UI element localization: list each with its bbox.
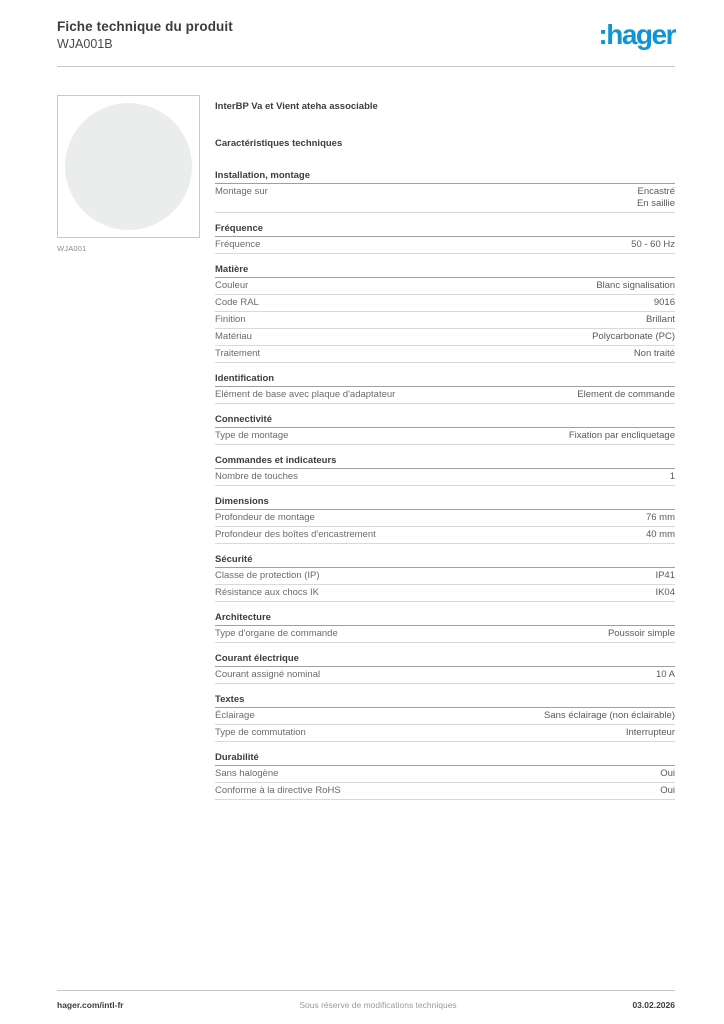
section-rows	[215, 428, 675, 445]
spec-row	[215, 278, 675, 295]
spec-values	[631, 239, 675, 251]
spec-section	[215, 653, 675, 684]
spec-value: Interrupteur	[625, 726, 675, 738]
footer-date: 03.02.2026	[632, 1000, 675, 1010]
spec-values	[592, 331, 675, 343]
spec-section	[215, 373, 675, 404]
section-heading: Durabilité	[215, 752, 675, 766]
spec-section	[215, 455, 675, 486]
spec-values	[569, 430, 675, 442]
main-content	[57, 95, 675, 810]
spec-label: Courant assigné nominal	[215, 668, 321, 680]
spec-value: Element de commande	[577, 388, 675, 400]
spec-label: Montage sur	[215, 186, 268, 197]
section-rows	[215, 708, 675, 742]
spec-value: 50 - 60 Hz	[631, 238, 675, 250]
spec-section	[215, 496, 675, 544]
spec-row	[215, 585, 675, 602]
spec-value: Brillant	[645, 313, 675, 325]
spec-row	[215, 237, 675, 254]
section-heading: Textes	[215, 694, 675, 708]
spec-value: Blanc signalisation	[596, 279, 675, 291]
spec-value: IP41	[655, 569, 675, 581]
section-rows	[215, 387, 675, 404]
spec-label: Code RAL	[215, 296, 259, 308]
spec-values	[596, 280, 675, 292]
spec-label: Sans halogène	[215, 767, 279, 779]
spec-value: 1	[669, 470, 675, 482]
spec-row	[215, 626, 675, 643]
spec-column	[215, 95, 675, 810]
product-code: WJA001B	[57, 37, 113, 51]
spec-values	[646, 529, 675, 541]
spec-values	[670, 471, 675, 483]
spec-section	[215, 223, 675, 254]
spec-label: Traitement	[215, 347, 261, 359]
product-image-caption: WJA001	[57, 244, 87, 253]
spec-value: Encastré	[637, 186, 675, 197]
spec-label: Éclairage	[215, 709, 255, 721]
spec-values	[654, 297, 675, 309]
section-rows	[215, 626, 675, 643]
footer-url: hager.com/intl-fr	[57, 1000, 124, 1010]
spec-row	[215, 428, 675, 445]
spec-value: Oui	[660, 767, 675, 779]
spec-values	[655, 587, 675, 599]
spec-section	[215, 554, 675, 602]
hager-logo: :hager	[598, 19, 675, 50]
header	[57, 18, 675, 52]
spec-values	[655, 570, 675, 582]
spec-label: Résistance aux chocs IK	[215, 586, 320, 598]
section-heading: Dimensions	[215, 496, 675, 510]
spec-row	[215, 766, 675, 783]
spec-value: 10 A	[655, 668, 675, 680]
spec-section	[215, 264, 675, 363]
header-titles	[57, 18, 233, 52]
spec-row	[215, 346, 675, 363]
footer	[57, 990, 675, 1010]
spec-section	[215, 170, 675, 213]
spec-values	[608, 628, 675, 640]
section-rows	[215, 568, 675, 602]
spec-row	[215, 329, 675, 346]
spec-value: 40 mm	[645, 528, 675, 540]
spec-values	[646, 314, 675, 326]
section-heading: Matière	[215, 264, 675, 278]
spec-row	[215, 510, 675, 527]
spec-sections	[215, 170, 675, 800]
spec-row	[215, 184, 675, 213]
section-rows	[215, 278, 675, 363]
spec-values	[656, 669, 675, 681]
spec-values	[634, 348, 675, 360]
spec-value: IK04	[655, 586, 675, 598]
spec-label: Fréquence	[215, 238, 261, 250]
spec-values	[660, 768, 675, 780]
spec-values	[544, 710, 675, 722]
spec-value: 9016	[653, 296, 675, 308]
section-title: Caractéristiques techniques	[215, 138, 343, 149]
product-name: InterBP Va et Vient ateha associable	[215, 101, 378, 112]
page-title: Fiche technique du produit	[57, 19, 233, 34]
spec-value: 76 mm	[645, 511, 675, 523]
spec-value: Fixation par encliquetage	[568, 429, 675, 441]
product-image-column	[57, 95, 200, 810]
product-image	[65, 103, 192, 230]
spec-label: Profondeur de montage	[215, 511, 315, 523]
header-divider	[57, 66, 675, 67]
section-heading: Sécurité	[215, 554, 675, 568]
section-rows	[215, 184, 675, 213]
section-rows	[215, 766, 675, 800]
section-heading: Fréquence	[215, 223, 675, 237]
spec-values	[660, 785, 675, 797]
spec-label: Conforme à la directive RoHS	[215, 784, 341, 796]
spec-value: Sans éclairage (non éclairable)	[544, 709, 675, 721]
section-heading: Connectivité	[215, 414, 675, 428]
footer-disclaimer: Sous réserve de modifications techniques	[299, 1000, 457, 1010]
section-rows	[215, 469, 675, 486]
spec-section	[215, 752, 675, 800]
spec-label: Elément de base avec plaque d'adaptateur	[215, 388, 396, 400]
spec-row	[215, 568, 675, 585]
spec-values	[646, 512, 675, 524]
spec-label: Type d'organe de commande	[215, 627, 338, 639]
section-heading: Architecture	[215, 612, 675, 626]
section-heading: Commandes et indicateurs	[215, 455, 675, 469]
spec-label: Nombre de touches	[215, 470, 298, 482]
spec-row	[215, 312, 675, 329]
spec-label: Profondeur des boîtes d'encastrement	[215, 528, 376, 540]
spec-label: Matériau	[215, 330, 252, 342]
section-heading: Installation, montage	[215, 170, 675, 184]
spec-row	[215, 725, 675, 742]
spec-value: Oui	[660, 784, 675, 796]
spec-row	[215, 295, 675, 312]
spec-label: Type de montage	[215, 429, 289, 441]
section-rows	[215, 237, 675, 254]
spec-section	[215, 694, 675, 742]
spec-row	[215, 667, 675, 684]
spec-section	[215, 414, 675, 445]
spec-row	[215, 783, 675, 800]
spec-label: Type de commutation	[215, 726, 306, 738]
spec-row	[215, 708, 675, 725]
spec-row	[215, 527, 675, 544]
spec-row	[215, 387, 675, 404]
spec-value: Non traité	[633, 347, 675, 359]
spec-values	[637, 186, 675, 209]
spec-row	[215, 469, 675, 486]
section-rows	[215, 510, 675, 544]
spec-value: Poussoir simple	[607, 627, 675, 639]
section-rows	[215, 667, 675, 684]
spec-values	[626, 727, 675, 739]
product-image-frame	[57, 95, 200, 238]
spec-values	[577, 389, 675, 401]
spec-value: En saillie	[636, 197, 675, 209]
spec-label: Couleur	[215, 279, 249, 291]
section-heading: Identification	[215, 373, 675, 387]
spec-label: Classe de protection (IP)	[215, 569, 320, 581]
spec-section	[215, 612, 675, 643]
section-heading: Courant électrique	[215, 653, 675, 667]
spec-value: Polycarbonate (PC)	[592, 330, 675, 342]
spec-label: Finition	[215, 313, 246, 325]
